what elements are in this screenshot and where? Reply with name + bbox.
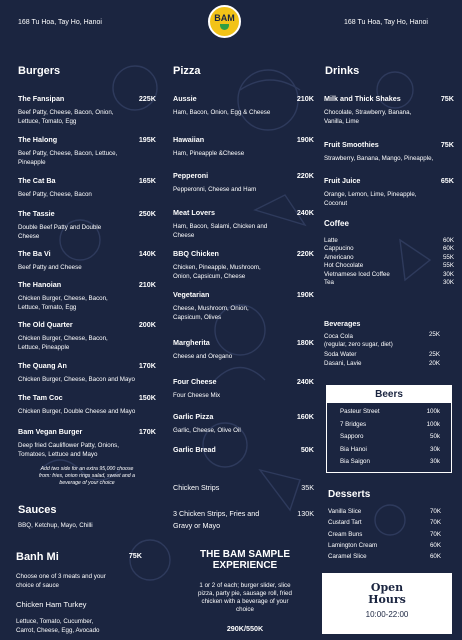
menu-item-desc: Deep fried Cauliflower Patty, Onions, — [18, 442, 119, 449]
sample-desc-line: choice — [236, 606, 254, 613]
beverage-item-price: 25K — [428, 331, 440, 338]
open-hours-box — [322, 573, 452, 634]
coffee-item-name: Cappucino — [324, 245, 354, 253]
beers-box — [326, 385, 452, 473]
sample-price: 290K/550K — [226, 624, 264, 633]
menu-item-name: The Quang An — [18, 361, 67, 370]
side-item-name: 3 Chicken Strips, Fries and — [173, 509, 260, 518]
dessert-item-price: 60K — [429, 553, 441, 561]
beer-item-price: 50k — [430, 433, 440, 440]
menu-item-desc: Beef Patty, Cheese, Bacon, Onion, — [18, 109, 114, 116]
menu-item-desc: Chocolate, Strawberry, Banana, — [324, 109, 412, 116]
sample-desc-line: 1 or 2 of each; burger slider, slice — [199, 582, 291, 589]
menu-item-price: 50K — [300, 445, 314, 454]
beverage-item-price: 20K — [428, 360, 440, 367]
menu-item-desc: Ham, Pineapple &Cheese — [173, 150, 245, 157]
dessert-item-name: Vanilla Slice — [328, 508, 362, 515]
address-right: 168 Tu Hoa, Tay Ho, Hanoi — [344, 19, 428, 26]
menu-item-desc: Capsicum, Olives — [173, 314, 222, 321]
menu-item-desc: Chicken Burger, Double Cheese and Mayo — [18, 408, 136, 415]
beer-item-name: Bia Saigon — [340, 458, 370, 465]
coffee-item-name: Latte — [324, 237, 338, 244]
banh-mi-heading: Banh Mi — [16, 551, 59, 563]
menu-item-price: 140K — [138, 249, 156, 258]
menu-item-name: The Tassie — [18, 209, 55, 218]
menu-item-name: Hawaiian — [173, 135, 205, 144]
menu-item-desc: Cheese and Oregano — [173, 353, 233, 360]
hours-title-line: Open — [370, 581, 404, 594]
banh-mi-meats: Chicken Ham Turkey — [16, 600, 87, 609]
menu-item-name: BBQ Chicken — [173, 249, 219, 258]
beverage-item-name: Dasani, Lavie — [324, 360, 362, 367]
menu-item-price: 195K — [138, 135, 156, 144]
beer-item-name: 7 Bridges — [340, 420, 367, 428]
burger-icon — [220, 24, 229, 30]
menu-item-name: The Fansipan — [18, 94, 65, 103]
menu-item-price: 170K — [138, 427, 156, 436]
menu-item-name: Vegetarian — [173, 290, 210, 299]
side-item-price: 130K — [297, 509, 314, 518]
coffee-item-name: Hot Chocolate — [324, 262, 364, 270]
menu-item-desc: Pineapple — [18, 159, 46, 166]
menu-item-price: 170K — [138, 361, 156, 370]
note-line: Add two side for an extra 95,000 choose — [40, 466, 134, 472]
menu-item-desc: Beef Patty, Cheese, Bacon — [18, 191, 92, 198]
banh-mi-fillings: Carrot, Cheese, Egg, Avocado — [16, 627, 100, 634]
coffee-item-price: 30K — [442, 279, 454, 286]
menu-item-desc: Beef Patty and Cheese — [18, 264, 82, 271]
coffee-item-price: 60K — [442, 237, 454, 244]
beer-item-name: Sapporo — [340, 433, 364, 440]
beverage-item-name: Coca Cola — [324, 333, 353, 340]
address-left: 168 Tu Hoa, Tay Ho, Hanoi — [18, 19, 102, 26]
dessert-item-price: 70K — [429, 508, 441, 515]
menu-item-name: The Old Quarter — [18, 320, 73, 329]
dessert-item-name: Lamington Cream — [328, 541, 378, 549]
hours-title-line: Hours — [368, 593, 406, 606]
banh-mi-desc: Choose one of 3 meats and your — [16, 573, 106, 580]
beer-item-price: 30k — [430, 458, 440, 465]
menu-item-price: 75K — [440, 94, 454, 103]
menu-item-name: Garlic Bread — [173, 445, 216, 454]
menu-item-desc: Chicken, Pineapple, Mushroom, — [173, 264, 261, 271]
logo-text: BAM — [214, 12, 235, 23]
menu-item-name: The Hanoian — [18, 280, 62, 289]
menu-item-name: Aussie — [173, 94, 197, 103]
hours-time: 10:00-22:00 — [365, 610, 409, 619]
banh-mi-desc: choice of sauce — [16, 582, 59, 589]
menu-item-name: Garlic Pizza — [173, 412, 214, 421]
beer-item-price: 30k — [430, 445, 440, 453]
sample-desc — [172, 582, 318, 614]
beverage-item-name: Soda Water — [324, 351, 357, 358]
coffee-item-price: 60K — [442, 245, 454, 253]
menu-item-desc: Double Beef Patty and Double — [18, 224, 102, 231]
menu-item-name: The Halong — [18, 135, 58, 144]
side-item-name: Gravy or Mayo — [173, 521, 221, 530]
sample-title-line: EXPERIENCE — [212, 560, 278, 571]
desserts-heading: Desserts — [328, 489, 371, 500]
menu-item-name: Fruit Smoothies — [324, 140, 379, 149]
note-line: from: fries, onion rings salad, sweet and a — [38, 473, 136, 479]
menu-item-price: 250K — [138, 209, 156, 218]
menu-item-name: The Cat Ba — [18, 176, 56, 185]
coffee-item-name: Americano — [324, 253, 354, 261]
menu-item-desc: Chicken Burger, Cheese, Bacon and Mayo — [18, 376, 135, 383]
menu-item-price: 240K — [296, 208, 314, 217]
beverages-heading: Beverages — [324, 319, 361, 328]
beer-item-price: 100k — [426, 420, 440, 428]
menu-item-name: Fruit Juice — [324, 176, 361, 185]
menu-item-name: Pepperoni — [173, 171, 209, 180]
side-item-price: 35K — [301, 483, 314, 492]
sample-desc-line: chicken with a beverage of your — [201, 598, 289, 605]
menu-item-desc: Strawberry, Banana, Mango, Pineapple, — [324, 155, 434, 162]
burger-sides-note — [18, 466, 156, 487]
menu-item-price: 225K — [138, 94, 156, 103]
beverage-item-price: 25K — [428, 351, 440, 358]
dessert-item-name: Caramel Slice — [328, 553, 367, 561]
menu-item-price: 190K — [296, 290, 314, 299]
menu-item-price: 150K — [138, 393, 156, 402]
menu-item-name: Four Cheese — [173, 377, 217, 386]
menu-item-name: Meat Lovers — [173, 208, 215, 217]
coffee-heading: Coffee — [324, 219, 349, 228]
menu-item-price: 65K — [440, 176, 454, 185]
menu-item-desc: Vanilla, Lime — [324, 118, 359, 125]
menu-item-name: The Ba Vi — [18, 249, 51, 258]
sauces-heading: Sauces — [18, 504, 57, 516]
menu-item-desc: Cheese — [18, 233, 40, 240]
menu-item-price: 220K — [296, 171, 314, 180]
menu-item-desc: Coconut — [324, 200, 348, 207]
menu-item-name: Bam Vegan Burger — [18, 427, 83, 436]
dessert-item-name: Custard Tart — [328, 519, 362, 527]
menu-item-price: 210K — [296, 94, 314, 103]
menu-item-desc: Ham, Bacon, Onion, Egg & Cheese — [173, 109, 271, 116]
menu-item-price: 210K — [138, 280, 156, 289]
coffee-item-name: Tea — [324, 279, 334, 286]
menu-item-desc: Orange, Lemon, Lime, Pineapple, — [324, 191, 417, 198]
menu-item-desc: Four Cheese Mix — [173, 392, 221, 399]
burgers-heading: Burgers — [18, 65, 61, 77]
menu-item-price: 180K — [296, 338, 314, 347]
menu-item-desc: Pepperonni, Cheese and Ham — [173, 186, 257, 193]
beer-item-price: 100k — [426, 408, 440, 415]
menu-item-desc: Cheese — [173, 232, 195, 239]
menu-item-desc: Ham, Bacon, Salami, Chicken and — [173, 223, 268, 230]
coffee-item-name: Vietnamese Iced Coffee — [324, 270, 390, 278]
menu-item-price: 190K — [296, 135, 314, 144]
dessert-item-price: 60K — [429, 541, 441, 549]
menu-item-desc: Lettuce, Pineapple — [18, 344, 70, 351]
menu-item-desc: Lettuce, Tomato, Egg — [18, 118, 77, 125]
note-line: beverage of your choice — [59, 480, 115, 486]
sample-title — [172, 549, 318, 571]
menu-item-price: 75K — [440, 140, 454, 149]
dessert-item-price: 70K — [429, 530, 441, 538]
coffee-item-price: 55K — [442, 253, 454, 261]
sample-desc-line: pizza, party pie, sausage roll, fried — [198, 590, 292, 597]
banh-mi-fillings: Lettuce, Tomato, Cucumber, — [16, 618, 94, 625]
menu-item-name: Margherita — [173, 338, 210, 347]
menu-item-price: 240K — [296, 377, 314, 386]
menu-item-desc: Beef Patty, Cheese, Bacon, Lettuce, — [18, 150, 118, 157]
menu-item-desc: Cheese, Mushroom, Onion, — [173, 305, 249, 312]
banh-mi-price: 75K — [128, 551, 142, 560]
menu-item-desc: Chicken Burger, Cheese, Bacon, — [18, 295, 108, 302]
pizza-heading: Pizza — [173, 65, 201, 77]
menu-item-price: 200K — [138, 320, 156, 329]
beer-item-name: Bia Hanoi — [340, 445, 367, 453]
menu-item-desc: Chicken Burger, Cheese, Bacon, — [18, 335, 108, 342]
beers-heading: Beers — [327, 386, 451, 403]
beer-item-name: Pasteur Street — [340, 408, 380, 415]
drinks-heading: Drinks — [325, 65, 360, 77]
bam-logo — [208, 5, 241, 38]
dessert-item-name: Cream Buns — [328, 530, 363, 538]
menu-item-desc: Tomatoes, Lettuce and Mayo — [18, 451, 98, 458]
menu-item-price: 220K — [296, 249, 314, 258]
menu-item-name: Milk and Thick Shakes — [324, 94, 401, 103]
menu-item-desc: Garlic, Cheese, Olive Oil — [173, 427, 241, 434]
menu-item-desc: Onion, Capsicum, Cheese — [173, 273, 246, 280]
sample-title-line: THE BAM SAMPLE — [200, 549, 290, 560]
beverage-item-sub: (regular, zero sugar, diet) — [324, 341, 393, 348]
menu-item-price: 160K — [296, 412, 314, 421]
menu-item-price: 165K — [138, 176, 156, 185]
coffee-item-price: 30K — [442, 270, 454, 278]
dessert-item-price: 70K — [429, 519, 441, 527]
menu-item-desc: Lettuce, Tomato, Egg — [18, 304, 77, 311]
menu-item-name: The Tam Coc — [18, 393, 63, 402]
side-item-name: Chicken Strips — [173, 483, 220, 492]
sauces-desc: BBQ, Ketchup, Mayo, Chilli — [18, 522, 93, 529]
coffee-item-price: 55K — [442, 262, 454, 270]
